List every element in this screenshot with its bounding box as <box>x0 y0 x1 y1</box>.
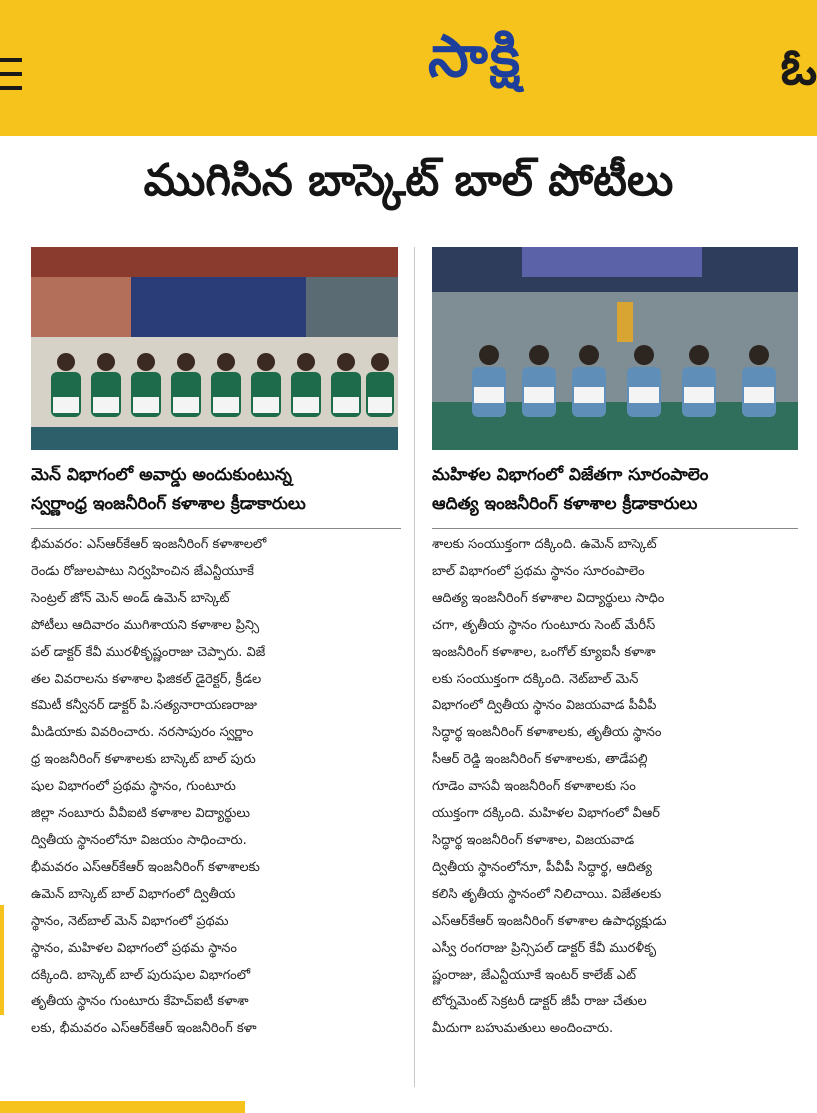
right-caption-rule <box>432 528 798 529</box>
left-article-column <box>31 532 401 1043</box>
left-line: పల్ డాక్టర్ కేవీ మురళీకృష్ణంరాజు చెప్పారు. విజే <box>31 644 266 660</box>
right-line: ష్ణంరాజు, జేఎన్టీయూకే ఇంటర్ కాలేజ్ ఎట్ <box>432 967 637 983</box>
right-line: యుక్తంగా దక్కింది. మహిళల విభాగంలో వీఆర్ <box>432 806 660 822</box>
left-line: పోటీలు ఆదివారం ముగిశాయని కళాశాల ప్రిన్సి <box>31 617 260 633</box>
logo-text: సాక్షి <box>427 22 523 90</box>
right-line: ఎస్వీ రంగరాజు ప్రిన్సిపల్ డాక్టర్ కేవీ మురళీకృ <box>432 940 657 956</box>
masthead-right-glyph: ఓ <box>780 38 817 96</box>
left-caption-line-2: స్వర్ణాంధ్ర ఇంజనీరింగ్ కళాశాల క్రీడాకారులు <box>31 494 306 514</box>
sakshi-logo[interactable] <box>370 20 580 112</box>
left-line: తృతీయ స్థానం గుంటూరు కేహెచ్ఐటీ కళాశా <box>31 994 249 1010</box>
left-edge-accent <box>0 905 4 1015</box>
right-line: ద్వితీయ స్థానంలోనూ, పీవీపీ సిద్ధార్థ, ఆదిత్య <box>432 859 652 875</box>
right-line: ఎస్ఆర్‌కేఆర్ ఇంజనీరింగ్ కళాశాల ఉపాధ్యక్షుడు <box>432 913 667 929</box>
bottom-accent-strip <box>0 1101 245 1113</box>
right-line: విభాగంలో ద్వితీయ స్థానం విజయవాడ పీవీపీ <box>432 698 657 714</box>
left-line: స్థానం, నెట్‌బాల్ మెన్ విభాగంలో ప్రథమ <box>31 913 229 929</box>
right-line: సిద్ధార్థ ఇంజనీరింగ్ కళాశాలకు, తృతీయ స్థానం <box>432 725 662 741</box>
left-line: ద్వితీయ స్థానంలోనూ విజయం సాధించారు. <box>31 832 247 848</box>
left-line: స్థానం, మహిళల విభాగంలో ప్రథమ స్థానం <box>31 940 237 956</box>
right-line: కలిసి తృతీయ స్థానంలో నిలిచాయి. విజేతలకు <box>432 886 662 902</box>
right-line: శాలకు సంయుక్తంగా దక్కింది. ఉమెన్ బాస్కెట్ <box>432 537 657 552</box>
left-photo-caption <box>31 461 401 519</box>
men-team-photo <box>31 247 398 450</box>
left-line: కమిటీ కన్వీనర్ డాక్టర్ పి.సత్యనారాయణరాజు <box>31 698 257 714</box>
left-line: రెండు రోజులపాటు నిర్వహించిన జేఎన్టీయూకే <box>31 563 254 579</box>
women-team-photo <box>432 247 798 450</box>
right-line: సీఆర్ రెడ్డి ఇంజనీరింగ్ కళాశాలకు, తాడేపల్లి <box>432 752 648 768</box>
right-line: మీదుగా బహుమతులు అందించారు. <box>432 1021 614 1037</box>
left-line: సెంట్రల్ జోన్ మెన్ అండ్ ఉమెన్ బాస్కెట్ <box>31 590 230 606</box>
column-divider <box>414 247 415 1087</box>
left-line: ధ్ర ఇంజనీరింగ్ కళాశాలకు బాస్కెట్ బాల్ పురు <box>31 752 256 768</box>
right-photo-caption <box>432 461 798 519</box>
right-line: టోర్నమెంట్ సెక్రటరీ డాక్టర్ జీపీ రాజు చేతుల <box>432 994 647 1010</box>
left-line: షుల విభాగంలో ప్రథమ స్థానం, గుంటూరు <box>31 779 236 795</box>
left-line: భీమవరం: ఎస్ఆర్‌కేఆర్ ఇంజనీరింగ్ కళాశాలలో <box>31 537 267 552</box>
right-line: సిద్ధార్థ ఇంజనీరింగ్ కళాశాల, విజయవాడ <box>432 832 635 848</box>
right-article-column <box>432 532 798 1043</box>
left-line: భీమవరం ఎస్ఆర్‌కేఆర్ ఇంజనీరింగ్ కళాశాలకు <box>31 859 260 875</box>
left-line: ఉమెన్ బాస్కెట్ బాల్ విభాగంలో ద్వితీయ <box>31 886 236 902</box>
men-team-photo-graphic <box>31 247 398 450</box>
masthead-bar <box>0 0 817 136</box>
right-line: గూడెం వాసవీ ఇంజనీరింగ్ కళాశాలకు సం <box>432 779 636 795</box>
left-caption-line-1: మెన్ విభాగంలో అవార్డు అందుకుంటున్న <box>31 465 292 485</box>
left-line: మీడియాకు వివరించారు. నరసాపురం స్వర్ణాం <box>31 725 254 741</box>
right-line: చగా, తృతీయ స్థానం గుంటూరు సెంట్ మేరీస్ <box>432 617 656 633</box>
right-caption-line-2: ఆదిత్య ఇంజనీరింగ్ కళాశాల క్రీడాకారులు <box>432 494 698 514</box>
right-line: లకు సంయుక్తంగా దక్కింది. నెట్‌బాల్ మెన్ <box>432 671 639 687</box>
menu-icon[interactable] <box>0 58 22 92</box>
right-line: ఆదిత్య ఇంజనీరింగ్ కళాశాల విద్యార్థులు సాధిం <box>432 590 665 606</box>
left-caption-rule <box>31 528 401 529</box>
right-caption-line-1: మహిళల విభాగంలో విజేతగా సూరంపాలెం <box>432 465 709 485</box>
women-team-photo-graphic <box>432 247 798 450</box>
right-line: బాల్ విభాగంలో ప్రథమ స్థానం సూరంపాలెం <box>432 563 645 579</box>
article-headline: ముగిసిన బాస్కెట్ బాల్ పోటీలు <box>143 155 674 206</box>
left-line: తల వివరాలను కళాశాల ఫిజికల్ డైరెక్టర్, క్రీడల <box>31 671 262 687</box>
right-line: ఇంజనీరింగ్ కళాశాల, ఒంగోల్ క్యూఐసీ కళాశా <box>432 644 656 660</box>
left-line: దక్కింది. బాస్కెట్ బాల్ పురుషుల విభాగంలో <box>31 967 251 983</box>
left-line: జిల్లా నంబూరు వీవీఐటి కళాశాల విద్యార్థులు <box>31 806 251 822</box>
left-line: లకు, భీమవరం ఎస్ఆర్‌కేఆర్ ఇంజనీరింగ్ కళా <box>31 1021 257 1037</box>
